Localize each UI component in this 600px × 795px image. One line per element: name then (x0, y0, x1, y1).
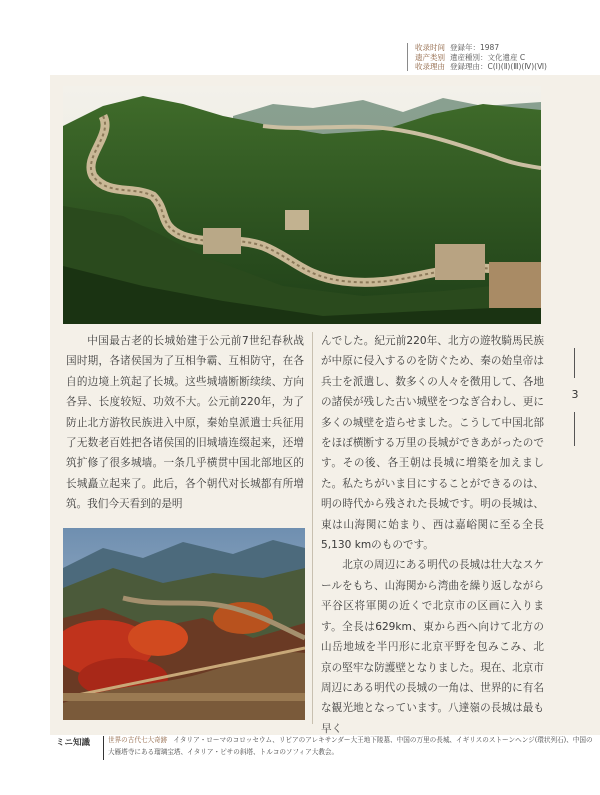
page-number: 3 (571, 388, 579, 401)
heritage-info-block (407, 43, 600, 71)
japanese-paragraph: んでした。紀元前220年、北方の遊牧騎馬民族が中原に侵入するのを防ぐため、秦の始皇帝は兵士を派遣し、数多くの人々を徴用して、各地の諸侯が残した古い城壁をつなぎ合わし、更に多くの城壁を造らせました。こうして中国北部をほぼ横断する万里の長城ができあがったのです。その後、各王朝は長城に増築を加えました。私たちがいま目にすることができるのは、明の時代から残された長城です。明の長城は、東は山海関に始まり、西は嘉峪関に至る全長5,130 kmのものです。 (321, 335, 544, 552)
mini-knowledge-body: イタリア・ローマのコロッセウム、リビアのアレキサンダー大王地下陵墓、中国の万里の長城、イギリスのストーンヘンジ(環状列石)、中国の大雁塔寺にある瑠璃宝塔、イタリア・ピサの斜塔、トルコのソフィア大教会。 (108, 736, 593, 756)
mini-knowledge-text (108, 734, 594, 758)
mini-knowledge-rule (103, 736, 104, 760)
info-value: 登録理由：C(Ⅰ)(Ⅱ)(Ⅲ)(Ⅳ)(Ⅵ) (450, 62, 547, 71)
info-value: 登録年：1987 (450, 43, 500, 52)
info-key: 收录理由 (415, 62, 445, 71)
chinese-text-column (66, 331, 304, 515)
japanese-paragraph: 北京の周辺にある明代の長城は壮大なスケールをもち、山海関から湾曲を繰り返しながら平谷区将軍関の近くで北京市の区画に入ります。全長は629km、東から西へ向けて北方の山岳地域を半円形に北京平野を包みこみ、北京の堅牢な防護壁となりました。現在、北京市周辺にある明代の長城の一角は、世界的に有名な観光地となっています。八達嶺の長城は最も早く (321, 559, 544, 735)
chinese-paragraph: 中国最古老的长城始建于公元前7世纪春秋战国时期，各诸侯国为了互相争霸、互相防守，在各自的边境上筑起了长城。这些城墙断断续续、方向各异、长度较短、功效不大。公元前220年，为了防止北方游牧民族进入中原，秦始皇派遣士兵征用了无数老百姓把各诸侯国的旧城墙连缀起来，还增筑扩修了很多城墙。一条几乎横贯中国北部地区的长城矗立起来了。此后，各个朝代对长城都有所增筑。我们今天看到的是明 (66, 335, 304, 511)
info-row-year (415, 43, 600, 53)
great-wall-autumn-image (63, 528, 305, 720)
column-divider (312, 332, 313, 724)
info-key: 收录时间 (415, 43, 445, 52)
info-row-category (415, 53, 600, 63)
great-wall-photo-autumn (63, 528, 305, 720)
info-key: 遗产类别 (415, 52, 445, 62)
mini-knowledge-heading: 世界の古代七大奇跡 (108, 736, 168, 744)
mini-knowledge-label: ミニ知識 (56, 738, 91, 748)
info-value: 遺産種別：文化遺産 C (450, 52, 526, 62)
japanese-text-column (321, 331, 544, 739)
great-wall-photo-top (63, 86, 541, 324)
info-row-reason (415, 62, 600, 72)
page-number-rule-bottom (574, 412, 575, 446)
page-number-rule-top (574, 348, 575, 378)
great-wall-landscape-image (63, 86, 541, 324)
